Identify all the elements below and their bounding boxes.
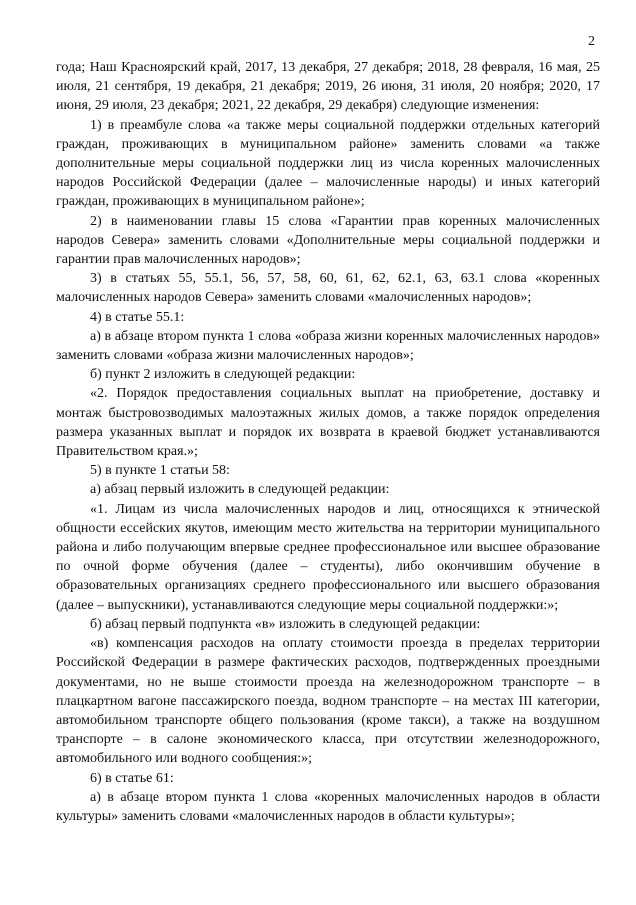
paragraph-item-6a: а) в абзаце втором пункта 1 слова «коренных малочисленных народов в области культуры» заменить словами «малочисленных народов в области культуры»;	[56, 789, 600, 824]
paragraph-item-4a: а) в абзаце втором пункта 1 слова «образа жизни коренных малочисленных народов» заменить словами «образа жизни малочисленных народов»;	[56, 328, 600, 364]
paragraph-intro: года; Наш Красноярский край, 2017, 13 декабря, 27 декабря; 2018, 28 февраля, 16 мая, 25 июля, 21 сентября, 19 декабря, 21 декабря; 2019, 26 июня, 31 июля, 20 ноября; 2020, 17 июня, 29 июля, 23 декабря; 2021, 22 декабря, 29 декабря) следующие изменения:	[56, 60, 600, 114]
paragraph-item-4: 4) в статье 55.1:	[90, 309, 185, 325]
paragraph-item-5a: а) абзац первый изложить в следующей редакции:	[90, 482, 390, 498]
page-number: 2	[588, 34, 595, 49]
paragraph-item-5: 5) в пункте 1 статьи 58:	[90, 463, 230, 479]
paragraph-item-2: 2) в наименовании главы 15 слова «Гарантии прав коренных малочисленных народов Севера» заменить словами «Дополнительные меры социальной поддержки и гарантии прав малочисленных народов»;	[56, 213, 600, 268]
paragraph-item-1: 1) в преамбуле слова «а также меры социальной поддержки отдельных категорий граждан, проживающих в муниципальном районе» заменить словами «а также дополнительные меры социальной поддержки лиц из числа коренных малочисленных народов Российской Федерации (далее – малочисленные народы) и иных категорий граждан, проживающих в муниципальном районе»;	[56, 117, 600, 210]
paragraph-item-4b: б) пункт 2 изложить в следующей редакции:	[90, 367, 356, 383]
paragraph-item-6: 6) в статье 61:	[90, 770, 174, 786]
paragraph-quote-2: «2. Порядок предоставления социальных выплат на приобретение, доставку и монтаж быстровозводимых малоэтажных жилых домов, а также порядок определения размера указанных выплат и порядок их возврата в краевой бюджет устанавливаются Правительством края.»;	[56, 386, 600, 460]
paragraph-item-5b: б) абзац первый подпункта «в» изложить в следующей редакции:	[90, 616, 481, 632]
paragraph-item-3: 3) в статьях 55, 55.1, 56, 57, 58, 60, 61, 62, 62.1, 63, 63.1 слова «коренных малочисленных народов Севера» заменить словами «малочисленных народов»;	[56, 271, 600, 306]
paragraph-quote-v: «в) компенсация расходов на оплату стоимости проезда в пределах территории Российской Федерации в размере фактических расходов, подтвержденных проездными документами, но не выше стоимости проезда на железнодорожном транспорте – в плацкартном вагоне пассажирского поезда, водном транспорте – на местах III категории, автомобильном транспорте общего пользования (кроме такси), а также на воздушном транспорте – в салоне экономического класса, при отсутствии железнодорожного, автомобильного или водного сообщения:»;	[56, 636, 600, 767]
paragraph-quote-1: «1. Лицам из числа малочисленных народов и лиц, относящихся к этнической общности ессейских якутов, имеющим место жительства на территории муниципального района и либо получающим впервые среднее профессиональное или высшее образование по очной форме обучения (далее – студенты), либо окончившим обучение в образовательных организациях среднего профессионального или высшего образования (далее – выпускники), устанавливаются следующие меры социальной поддержки:»;	[56, 501, 600, 613]
document-body	[56, 58, 600, 826]
